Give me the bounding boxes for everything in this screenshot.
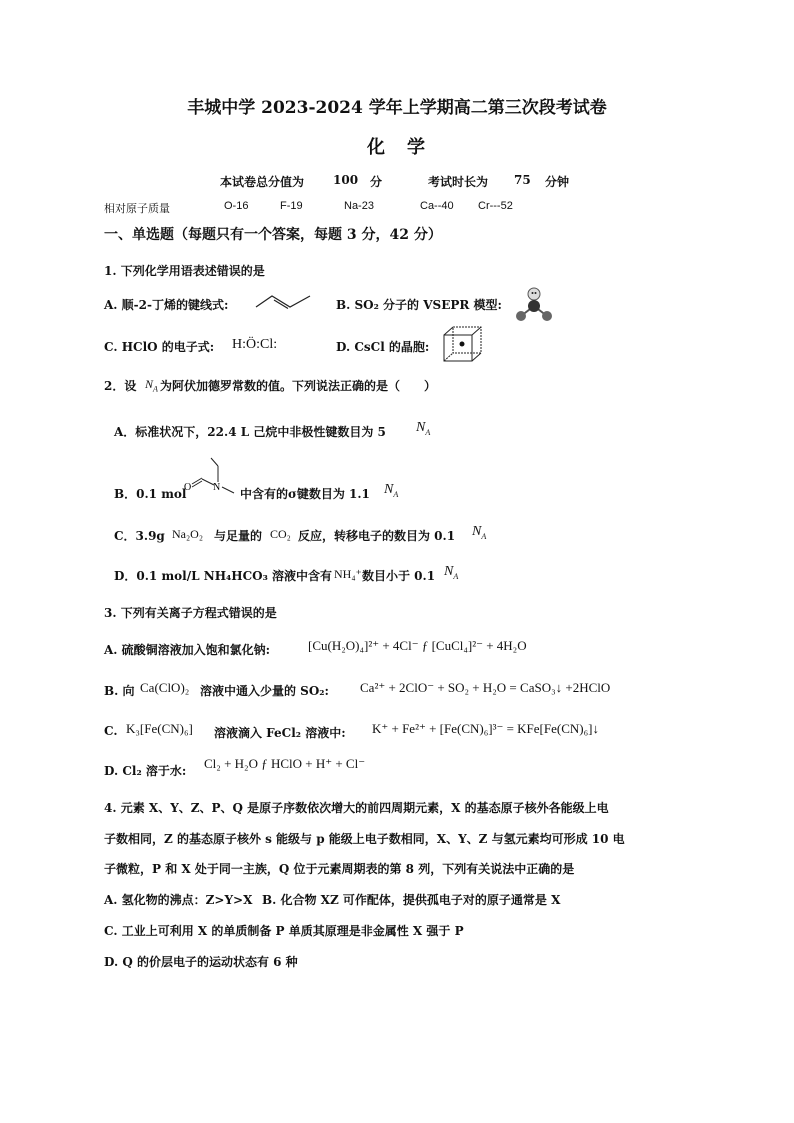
q2-option-b-prefix: B．0.1 mol — [114, 487, 187, 501]
potassium-ferricyanide-formula: K₃[Fe(CN)₆] — [126, 721, 193, 736]
total-score-unit: 分 — [370, 175, 383, 189]
dimethylformamide-structure-icon — [182, 454, 238, 494]
cis-2-butene-skeletal-icon — [254, 292, 314, 310]
q1-option-a: A. 顺-2-丁烯的键线式: — [104, 298, 229, 312]
atomic-mass-item: Cr---52 — [478, 200, 513, 212]
sodium-peroxide-formula: Na₂O₂ — [172, 527, 204, 541]
atomic-mass-label: 相对原子质量 — [104, 203, 170, 215]
subject-title: 化 学 — [367, 137, 427, 158]
question-4-stem-line: 子数相同，Z 的基态原子核外 s 能级与 p 能级上电子数相同，X、Y、Z 与氢元素均可形成 10 电 — [104, 832, 625, 846]
q3-option-c-text: 溶液滴入 FeCl₂ 溶液中: — [214, 726, 346, 740]
exam-title: 丰城中学 2023-2024 学年上学期高二第三次段考试卷 — [187, 98, 607, 118]
q2-option-a: A．标准状况下，22.4 L 己烷中非极性键数目为 5 — [114, 425, 386, 439]
avogadro-symbol: $N_A$ — [444, 564, 459, 581]
q1-option-d: D. CsCl 的晶胞: — [336, 340, 430, 354]
co2-formula: CO₂ — [270, 527, 291, 541]
question-3-stem: 3. 下列有关离子方程式错误的是 — [104, 606, 277, 620]
avogadro-symbol: $N_A$ — [416, 420, 431, 437]
so2-vsepr-model-icon — [512, 286, 556, 324]
q3-option-a: A. 硫酸铜溶液加入饱和氯化钠: — [104, 643, 271, 657]
q2-stem-prefix: 2．设 — [104, 379, 137, 393]
q1-option-b: B. SO₂ 分子的 VSEPR 模型: — [336, 298, 502, 312]
q3-option-b: B. 向 — [104, 684, 135, 698]
q3-equation-a: [Cu(H₂O)₄]²⁺ + 4Cl⁻ ƒ [CuCl₄]²⁻ + 4H₂O — [308, 638, 527, 653]
question-4-stem-line: 4. 元素 X、Y、Z、P、Q 是原子序数依次增大的前四周期元素，X 的基态原子核外各能级上电 — [104, 801, 609, 815]
q2-option-c-suffix: 反应，转移电子的数目为 0.1 — [298, 529, 456, 543]
q3-option-b-text: 溶液中通入少量的 SO₂: — [200, 684, 329, 698]
q4-option-d: D. Q 的价层电子的运动状态有 6 种 — [104, 955, 298, 969]
q3-option-d: D. Cl₂ 溶于水: — [104, 764, 187, 778]
q2-option-b-suffix: 中含有的σ键数目为 1.1 — [240, 487, 370, 501]
q2-option-c-prefix: C．3.9g — [114, 529, 165, 543]
total-score-label: 本试卷总分值为 — [220, 175, 305, 189]
q2-option-c-text: 与足量的 — [214, 529, 263, 543]
atomic-mass-item: Ca--40 — [420, 200, 454, 212]
question-1-stem: 1. 下列化学用语表述错误的是 — [104, 264, 265, 278]
q3-equation-b: Ca²⁺ + 2ClO⁻ + SO₂ + H₂O = CaSO₃↓ +2HClO — [360, 680, 611, 695]
avogadro-symbol: $N_A$ — [384, 482, 399, 499]
atomic-mass-item: O-16 — [224, 200, 249, 212]
q3-option-c: C. — [104, 724, 118, 738]
cscl-unit-cell-icon — [442, 325, 484, 363]
q2-option-d-prefix: D．0.1 mol/L NH₄HCO₃ 溶液中含有 — [114, 569, 333, 583]
hclo-electron-formula: H:Ö:Cl: — [232, 337, 278, 352]
avogadro-symbol: $N_A$ — [472, 524, 487, 541]
q3-equation-c: K⁺ + Fe²⁺ + [Fe(CN)₆]³⁻ = KFe[Fe(CN)₆]↓ — [372, 721, 599, 736]
duration-value: 75 — [514, 173, 531, 187]
duration-label: 考试时长为 — [428, 175, 489, 189]
atomic-mass-item: Na-23 — [344, 200, 374, 212]
total-score-value: 100 — [333, 173, 359, 187]
avogadro-symbol: $N_A$ — [145, 377, 158, 394]
q2-option-d-suffix: 数目小于 0.1 — [362, 569, 436, 583]
atomic-mass-item: F-19 — [280, 200, 303, 212]
duration-unit: 分钟 — [545, 175, 570, 189]
svg-text:N: N — [213, 482, 221, 493]
calcium-hypochlorite-formula: Ca(ClO)₂ — [140, 680, 190, 695]
q4-option-a: A. 氢化物的沸点：Z>Y>X — [104, 893, 253, 907]
question-4-stem-line: 子微粒，P 和 X 处于同一主族，Q 位于元素周期表的第 8 列，下列有关说法中正确的是 — [104, 862, 575, 876]
q4-option-b: B. 化合物 XZ 可作配体，提供孤电子对的原子通常是 X — [262, 893, 561, 907]
ammonium-ion-formula: NH₄⁺ — [334, 567, 362, 581]
q1-option-c: C. HClO 的电子式: — [104, 340, 215, 354]
section-heading: 一、单选题（每题只有一个答案，每题 3 分，42 分） — [104, 227, 442, 243]
q2-stem-suffix: 为阿伏加德罗常数的值。下列说法正确的是（ ） — [160, 379, 437, 393]
q4-option-c: C. 工业上可利用 X 的单质制备 P 单质其原理是非金属性 X 强于 P — [104, 924, 464, 938]
svg-text:O: O — [184, 482, 192, 493]
q3-equation-d: Cl₂ + H₂O ƒ HClO + H⁺ + Cl⁻ — [204, 756, 366, 771]
